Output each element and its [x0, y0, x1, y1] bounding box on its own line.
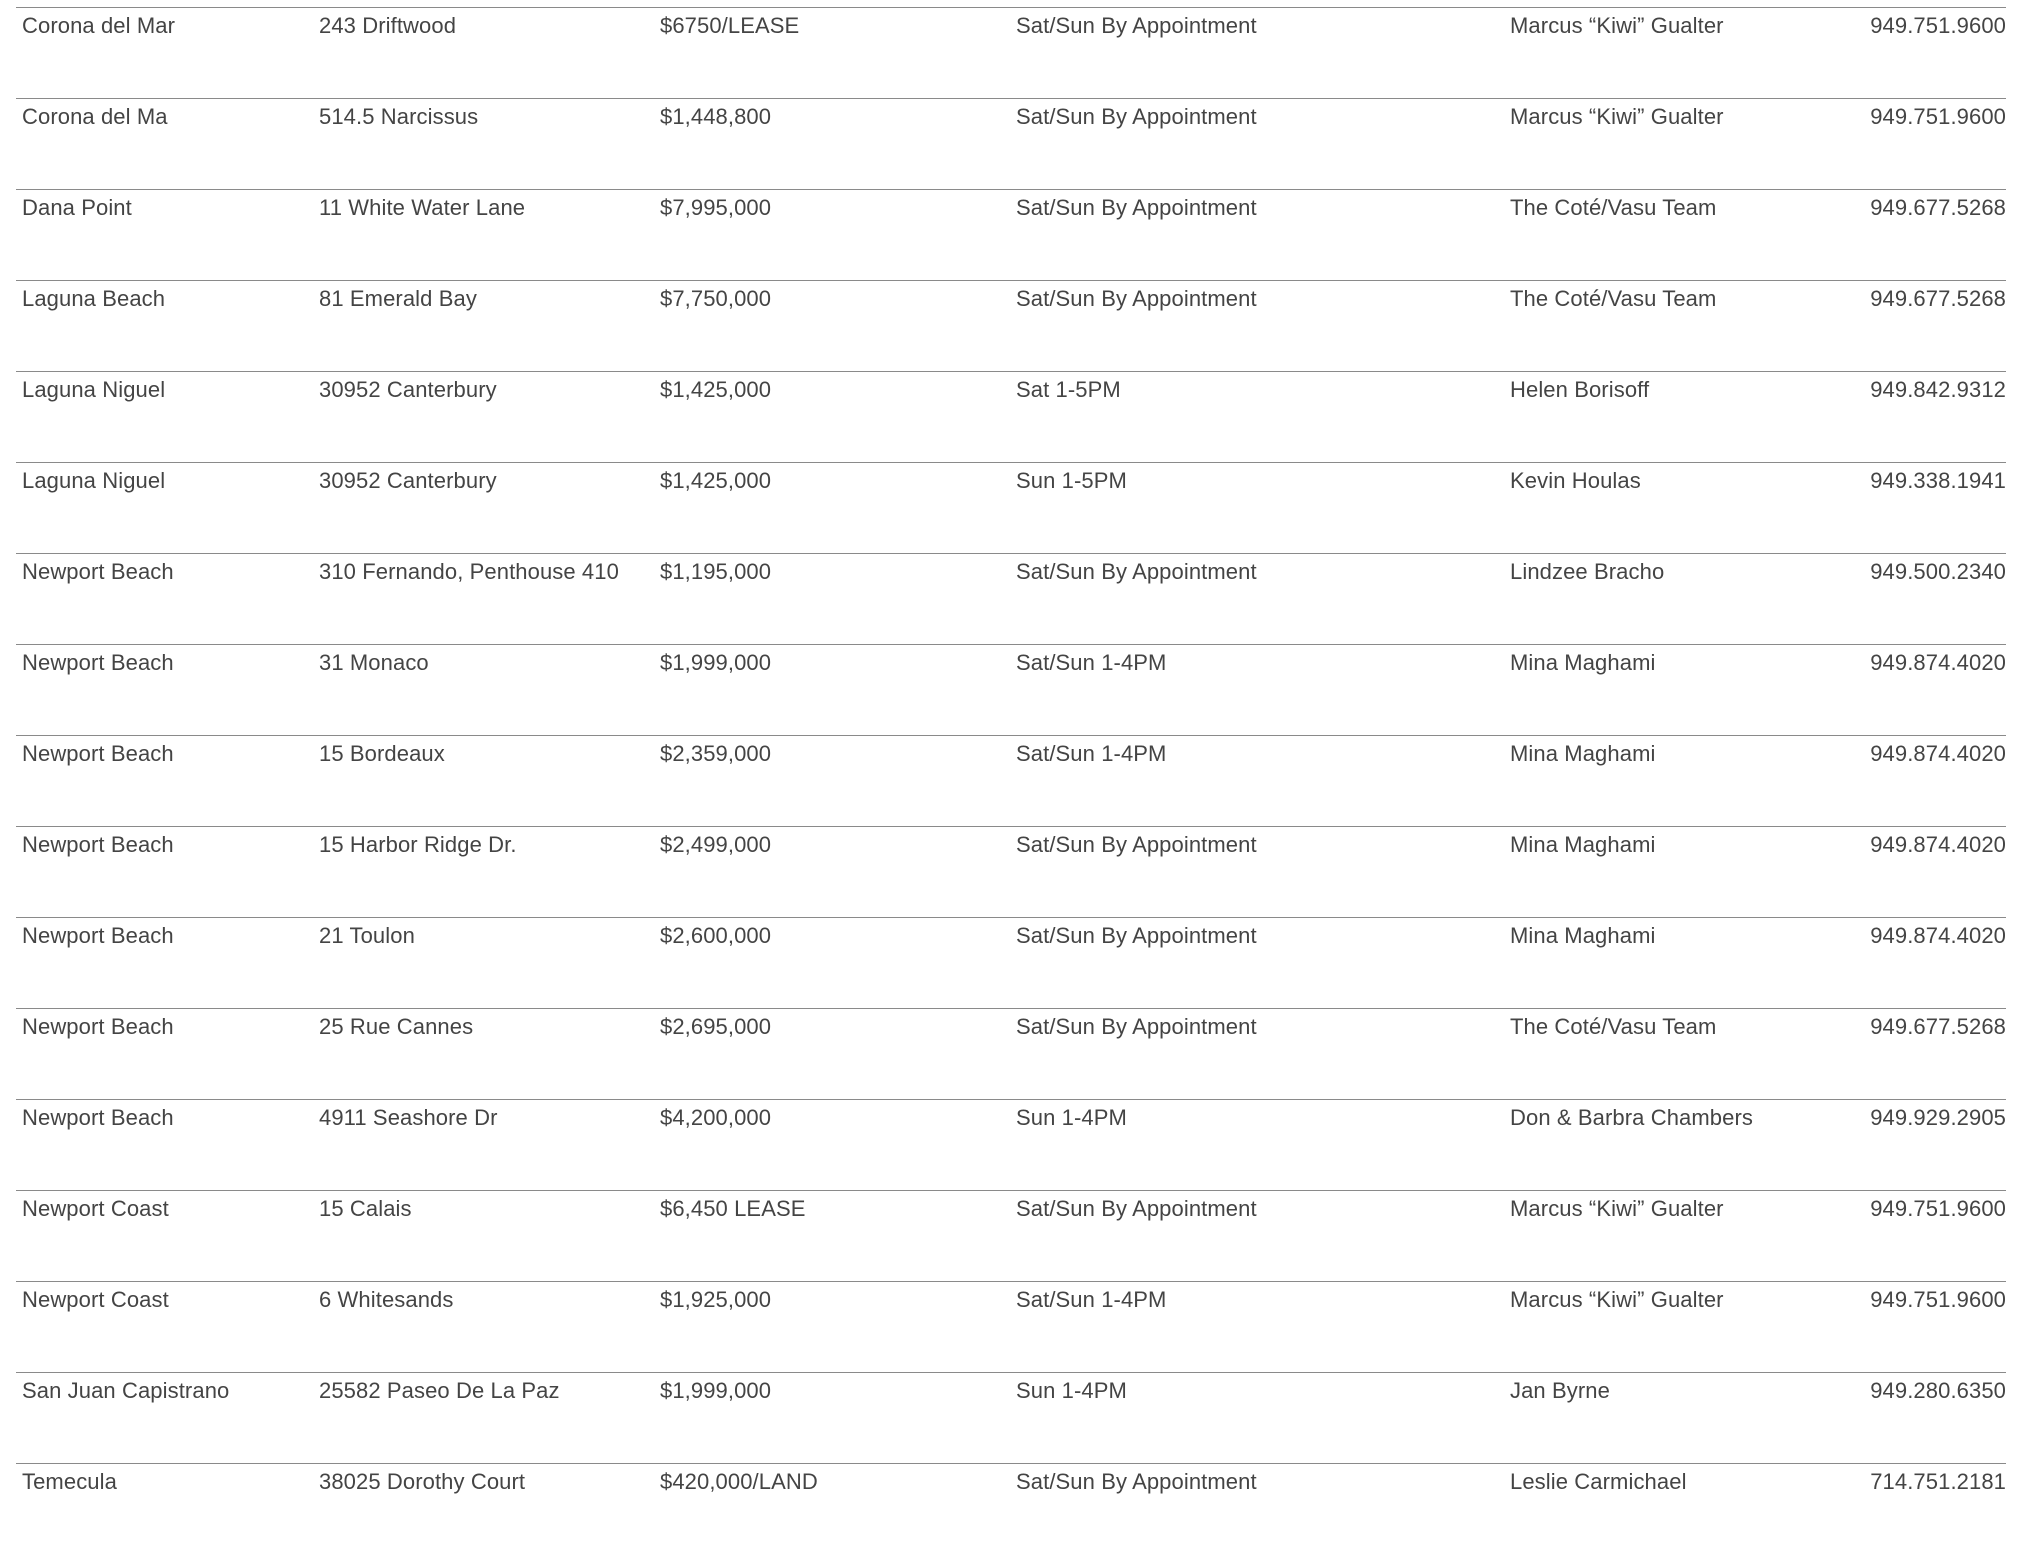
hours-cell: Sat/Sun 1-4PM — [1016, 741, 1167, 766]
address-cell: 15 Harbor Ridge Dr. — [319, 832, 517, 857]
table-row — [16, 462, 2006, 553]
price-cell: $1,999,000 — [660, 650, 772, 675]
hours-cell: Sat/Sun By Appointment — [1016, 286, 1257, 311]
phone-cell: 949.874.4020 — [1870, 741, 2006, 766]
city-cell: San Juan Capistrano — [22, 1378, 230, 1403]
phone-cell: 949.500.2340 — [1870, 559, 2006, 584]
agent-cell: Mina Maghami — [1510, 650, 1656, 675]
agent-cell: Jan Byrne — [1510, 1378, 1610, 1403]
table-row — [16, 917, 2006, 1008]
address-cell: 6 Whitesands — [319, 1287, 454, 1312]
hours-cell: Sat 1-5PM — [1016, 377, 1121, 402]
address-cell: 514.5 Narcissus — [319, 104, 479, 129]
phone-cell: 949.874.4020 — [1870, 650, 2006, 675]
address-cell: 15 Calais — [319, 1196, 412, 1221]
city-cell: Laguna Niguel — [22, 377, 166, 402]
table-row — [16, 1281, 2006, 1372]
phone-cell: 949.929.2905 — [1870, 1105, 2006, 1130]
price-cell: $2,499,000 — [660, 832, 772, 857]
address-cell: 30952 Canterbury — [319, 468, 497, 493]
city-cell: Corona del Ma — [22, 104, 168, 129]
city-cell: Newport Beach — [22, 559, 174, 584]
phone-cell: 714.751.2181 — [1870, 1469, 2006, 1494]
agent-cell: Don & Barbra Chambers — [1510, 1105, 1753, 1130]
address-cell: 4911 Seashore Dr — [319, 1105, 498, 1130]
phone-cell: 949.874.4020 — [1870, 923, 2006, 948]
phone-cell: 949.751.9600 — [1870, 1287, 2006, 1312]
agent-cell: Kevin Houlas — [1510, 468, 1641, 493]
city-cell: Newport Beach — [22, 650, 174, 675]
agent-cell: Helen Borisoff — [1510, 377, 1650, 402]
agent-cell: Marcus “Kiwi” Gualter — [1510, 13, 1724, 38]
table-row — [16, 371, 2006, 462]
table-row — [16, 280, 2006, 371]
price-cell: $7,750,000 — [660, 286, 772, 311]
price-cell: $1,425,000 — [660, 377, 772, 402]
address-cell: 25582 Paseo De La Paz — [319, 1378, 560, 1403]
hours-cell: Sat/Sun By Appointment — [1016, 832, 1257, 857]
table-row — [16, 1008, 2006, 1099]
table-row — [16, 189, 2006, 280]
hours-cell: Sat/Sun By Appointment — [1016, 1469, 1257, 1494]
city-cell: Laguna Beach — [22, 286, 166, 311]
agent-cell: Lindzee Bracho — [1510, 559, 1665, 584]
agent-cell: Marcus “Kiwi” Gualter — [1510, 104, 1724, 129]
hours-cell: Sat/Sun By Appointment — [1016, 559, 1257, 584]
price-cell: $2,695,000 — [660, 1014, 772, 1039]
agent-cell: Mina Maghami — [1510, 741, 1656, 766]
city-cell: Dana Point — [22, 195, 132, 220]
agent-cell: The Coté/Vasu Team — [1510, 1014, 1717, 1039]
city-cell: Newport Beach — [22, 741, 174, 766]
agent-cell: Leslie Carmichael — [1510, 1469, 1687, 1494]
city-cell: Newport Beach — [22, 832, 174, 857]
city-cell: Laguna Niguel — [22, 468, 166, 493]
agent-cell: The Coté/Vasu Team — [1510, 195, 1717, 220]
address-cell: 25 Rue Cannes — [319, 1014, 474, 1039]
city-cell: Newport Beach — [22, 1105, 174, 1130]
address-cell: 38025 Dorothy Court — [319, 1469, 526, 1494]
address-cell: 21 Toulon — [319, 923, 415, 948]
hours-cell: Sat/Sun By Appointment — [1016, 104, 1257, 129]
price-cell: $1,195,000 — [660, 559, 772, 584]
phone-cell: 949.751.9600 — [1870, 104, 2006, 129]
price-cell: $420,000/LAND — [660, 1469, 818, 1494]
price-cell: $7,995,000 — [660, 195, 772, 220]
table-row — [16, 644, 2006, 735]
agent-cell: Marcus “Kiwi” Gualter — [1510, 1287, 1724, 1312]
city-cell: Newport Beach — [22, 923, 174, 948]
phone-cell: 949.280.6350 — [1870, 1378, 2006, 1403]
address-cell: 310 Fernando, Penthouse 410 — [319, 559, 619, 584]
table-row — [16, 826, 2006, 917]
table-row — [16, 98, 2006, 189]
table-row — [16, 1463, 2006, 1554]
table-row — [16, 1190, 2006, 1281]
price-cell: $1,925,000 — [660, 1287, 772, 1312]
hours-cell: Sun 1-4PM — [1016, 1105, 1127, 1130]
address-cell: 11 White Water Lane — [319, 195, 526, 220]
table-row — [16, 735, 2006, 826]
phone-cell: 949.677.5268 — [1870, 195, 2006, 220]
price-cell: $6,450 LEASE — [660, 1196, 806, 1221]
hours-cell: Sat/Sun 1-4PM — [1016, 1287, 1167, 1312]
city-cell: Corona del Mar — [22, 13, 176, 38]
phone-cell: 949.751.9600 — [1870, 13, 2006, 38]
hours-cell: Sat/Sun By Appointment — [1016, 923, 1257, 948]
address-cell: 243 Driftwood — [319, 13, 457, 38]
phone-cell: 949.842.9312 — [1870, 377, 2006, 402]
address-cell: 31 Monaco — [319, 650, 429, 675]
table-row — [16, 1372, 2006, 1463]
table-row — [16, 7, 2006, 98]
phone-cell: 949.874.4020 — [1870, 832, 2006, 857]
phone-cell: 949.677.5268 — [1870, 1014, 2006, 1039]
hours-cell: Sun 1-5PM — [1016, 468, 1127, 493]
city-cell: Newport Coast — [22, 1287, 169, 1312]
city-cell: Newport Coast — [22, 1196, 169, 1221]
agent-cell: Mina Maghami — [1510, 832, 1656, 857]
hours-cell: Sat/Sun By Appointment — [1016, 1196, 1257, 1221]
price-cell: $2,359,000 — [660, 741, 772, 766]
agent-cell: Marcus “Kiwi” Gualter — [1510, 1196, 1724, 1221]
phone-cell: 949.677.5268 — [1870, 286, 2006, 311]
address-cell: 81 Emerald Bay — [319, 286, 477, 311]
hours-cell: Sun 1-4PM — [1016, 1378, 1127, 1403]
agent-cell: The Coté/Vasu Team — [1510, 286, 1717, 311]
hours-cell: Sat/Sun By Appointment — [1016, 195, 1257, 220]
phone-cell: 949.338.1941 — [1870, 468, 2006, 493]
table-row — [16, 1099, 2006, 1190]
table-row — [16, 553, 2006, 644]
address-cell: 15 Bordeaux — [319, 741, 445, 766]
hours-cell: Sat/Sun By Appointment — [1016, 1014, 1257, 1039]
agent-cell: Mina Maghami — [1510, 923, 1656, 948]
phone-cell: 949.751.9600 — [1870, 1196, 2006, 1221]
price-cell: $1,425,000 — [660, 468, 772, 493]
address-cell: 30952 Canterbury — [319, 377, 497, 402]
price-cell: $1,448,800 — [660, 104, 772, 129]
price-cell: $4,200,000 — [660, 1105, 772, 1130]
price-cell: $6750/LEASE — [660, 13, 800, 38]
city-cell: Newport Beach — [22, 1014, 174, 1039]
hours-cell: Sat/Sun 1-4PM — [1016, 650, 1167, 675]
price-cell: $1,999,000 — [660, 1378, 772, 1403]
price-cell: $2,600,000 — [660, 923, 772, 948]
city-cell: Temecula — [22, 1469, 117, 1494]
hours-cell: Sat/Sun By Appointment — [1016, 13, 1257, 38]
